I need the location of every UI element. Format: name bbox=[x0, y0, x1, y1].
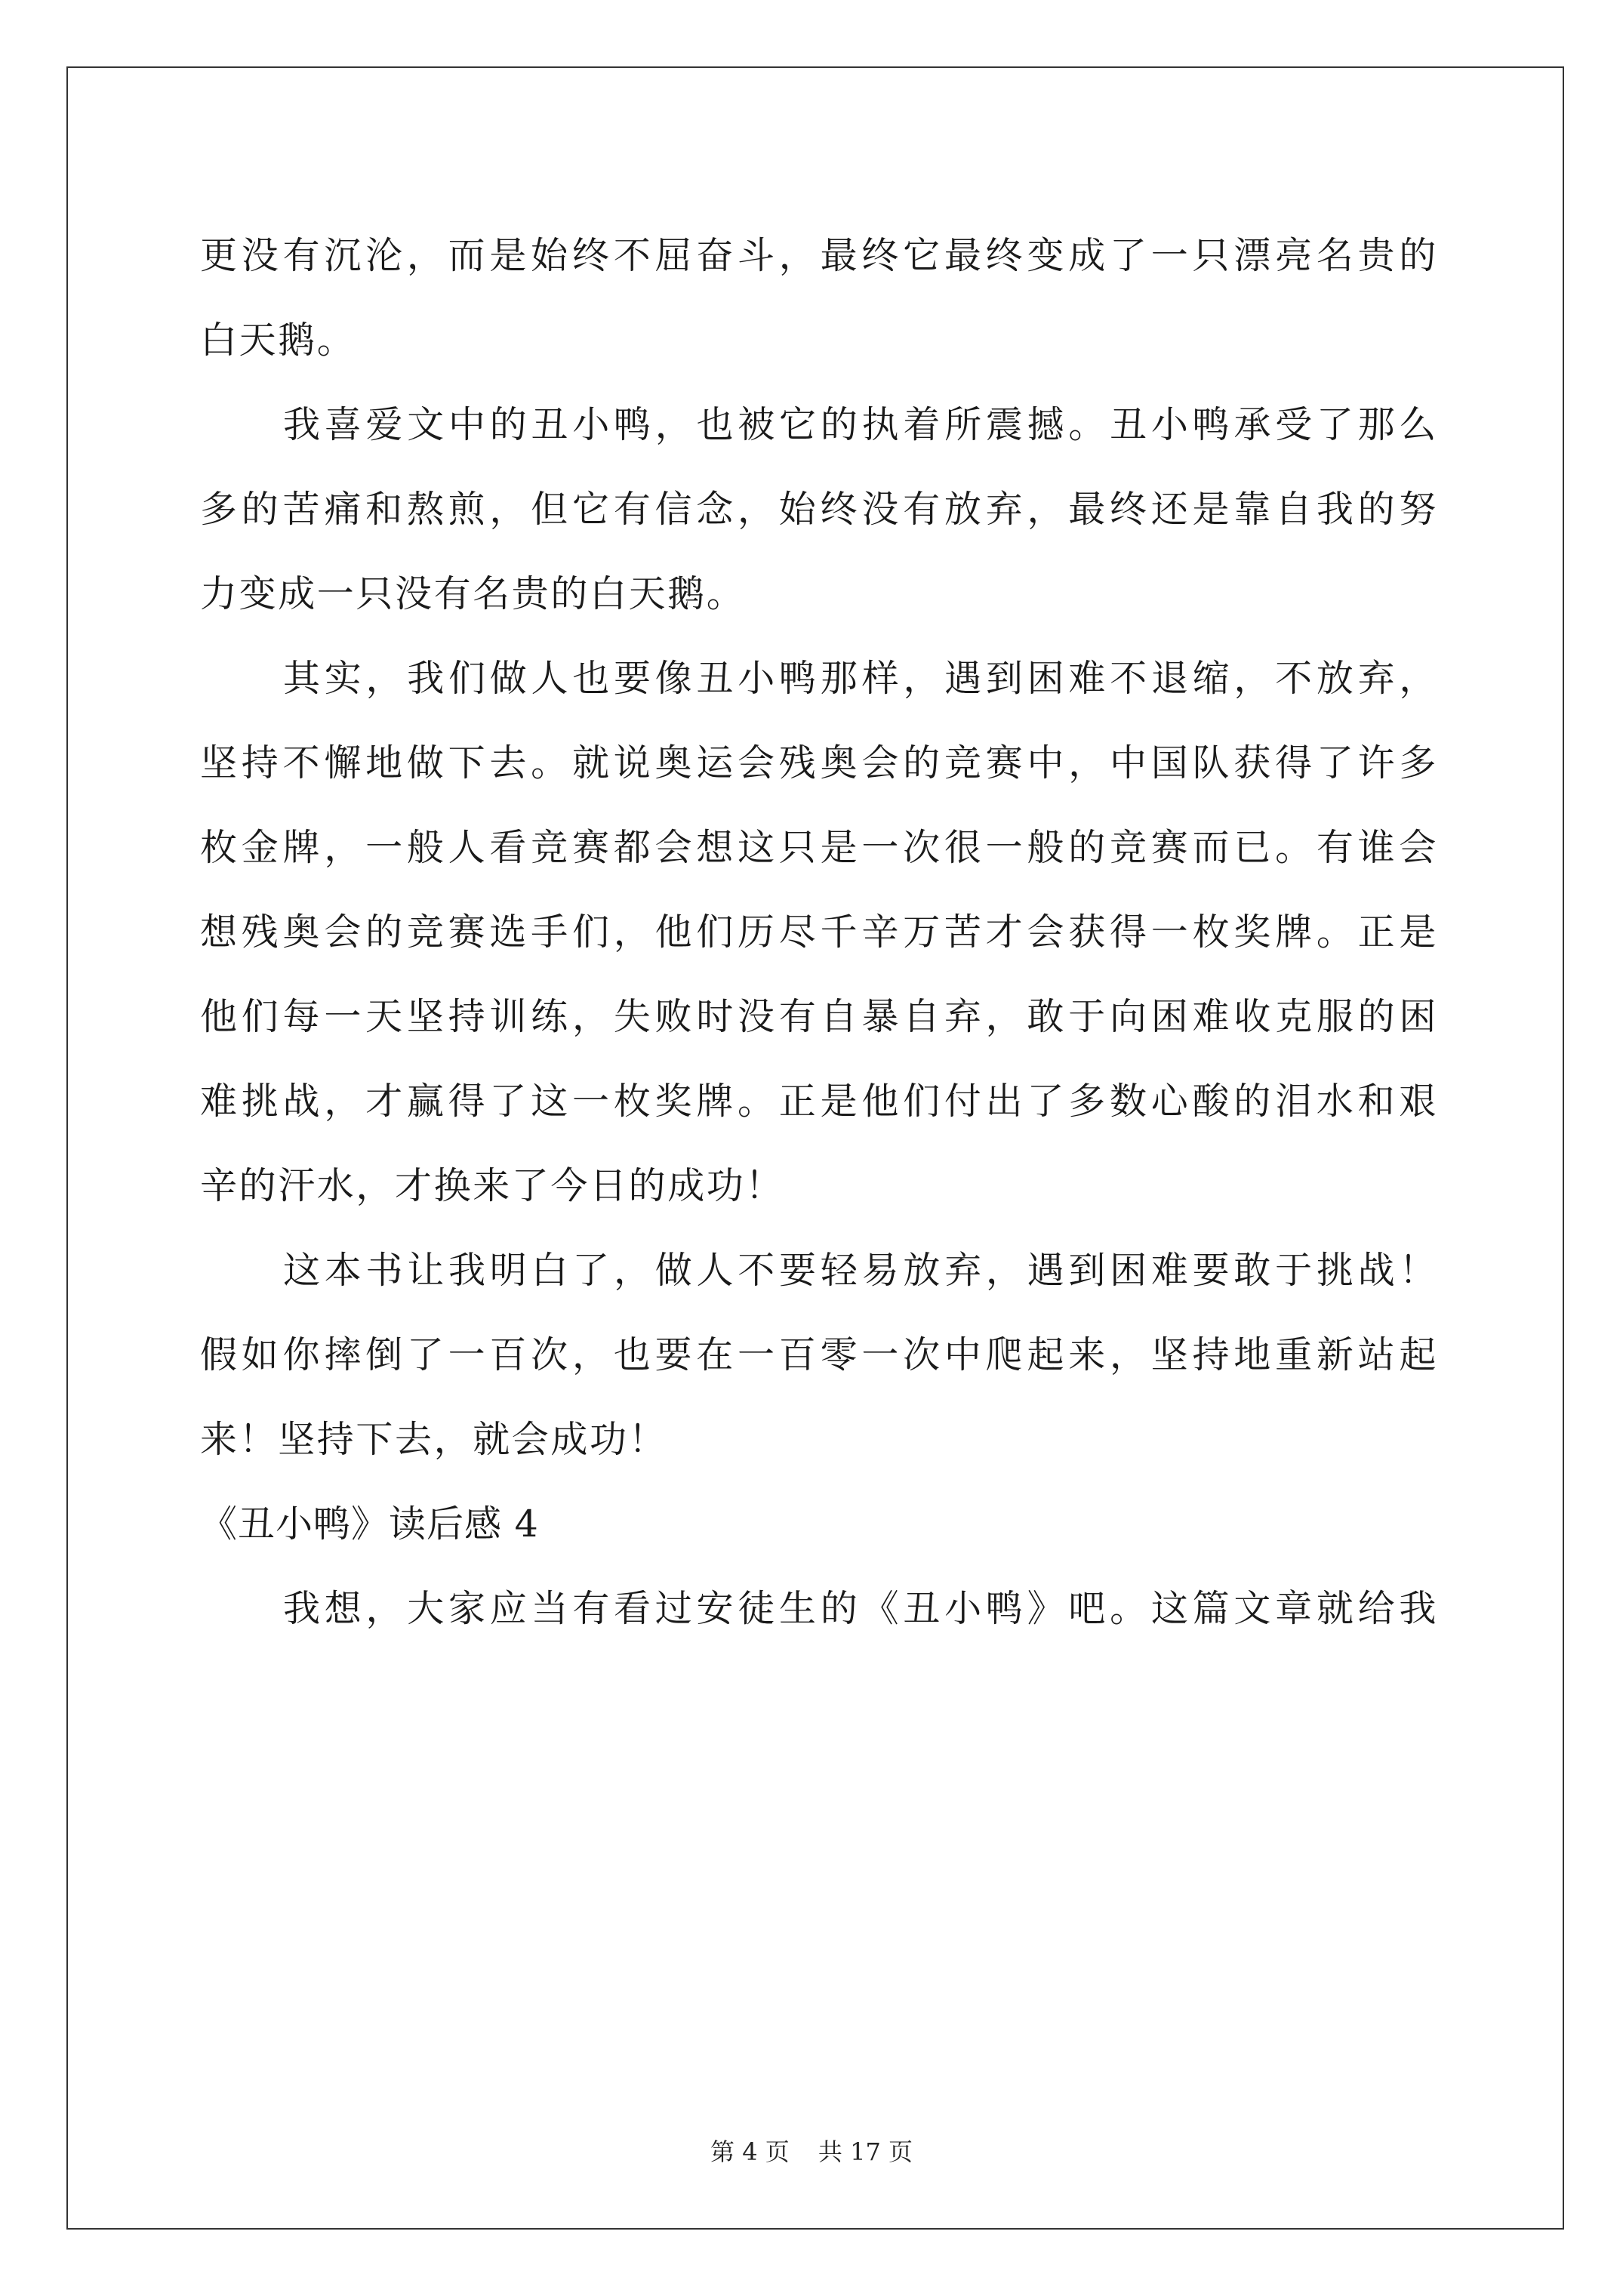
text-line-9: 想残奥会的竞赛选手们，他们历尽千辛万苦才会获得一枚奖牌。正是 bbox=[200, 911, 1438, 954]
text-line-7: 坚持不懈地做下去。就说奥运会残奥会的竞赛中，中国队获得了许多 bbox=[200, 741, 1438, 784]
text-line-12: 辛的汗水，才换来了今日的成功！ bbox=[200, 1164, 785, 1207]
text-line-2: 白天鹅。 bbox=[200, 319, 356, 362]
text-line-13: 这本书让我明白了，做人不要轻易放弃，遇到困难要敢于挑战！ bbox=[283, 1249, 1438, 1292]
page-number: 第 4 页 bbox=[710, 2137, 790, 2166]
text-line-11: 难挑战，才赢得了这一枚奖牌。正是他们付出了多数心酸的泪水和艰 bbox=[200, 1080, 1438, 1123]
text-line-5: 力变成一只没有名贵的白天鹅。 bbox=[200, 572, 746, 615]
document-body bbox=[200, 214, 1438, 1651]
text-line-10: 他们每一天坚持训练，失败时没有自暴自弃，敢于向困难收克服的困 bbox=[200, 995, 1438, 1038]
text-line-8: 枚金牌，一般人看竞赛都会想这只是一次很一般的竞赛而已。有谁会 bbox=[200, 826, 1438, 869]
text-line-14: 假如你摔倒了一百次，也要在一百零一次中爬起来，坚持地重新站起 bbox=[200, 1333, 1438, 1376]
text-line-4: 多的苦痛和熬煎，但它有信念，始终没有放弃，最终还是靠自我的努 bbox=[200, 488, 1438, 531]
text-line-17: 我想，大家应当有看过安徒生的《丑小鸭》吧。这篇文章就给我 bbox=[283, 1587, 1438, 1630]
page-total: 共 17 页 bbox=[818, 2137, 913, 2166]
page-footer bbox=[0, 2137, 1623, 2167]
text-line-1: 更没有沉沦，而是始终不屈奋斗，最终它最终变成了一只漂亮名贵的 bbox=[200, 234, 1438, 277]
text-line-3: 我喜爱文中的丑小鸭，也被它的执着所震撼。丑小鸭承受了那么 bbox=[283, 403, 1438, 446]
text-line-6: 其实，我们做人也要像丑小鸭那样，遇到困难不退缩，不放弃， bbox=[283, 657, 1438, 700]
text-line-15: 来！坚持下去，就会成功！ bbox=[200, 1418, 668, 1461]
section-heading: 《丑小鸭》读后感 4 bbox=[200, 1502, 539, 1546]
